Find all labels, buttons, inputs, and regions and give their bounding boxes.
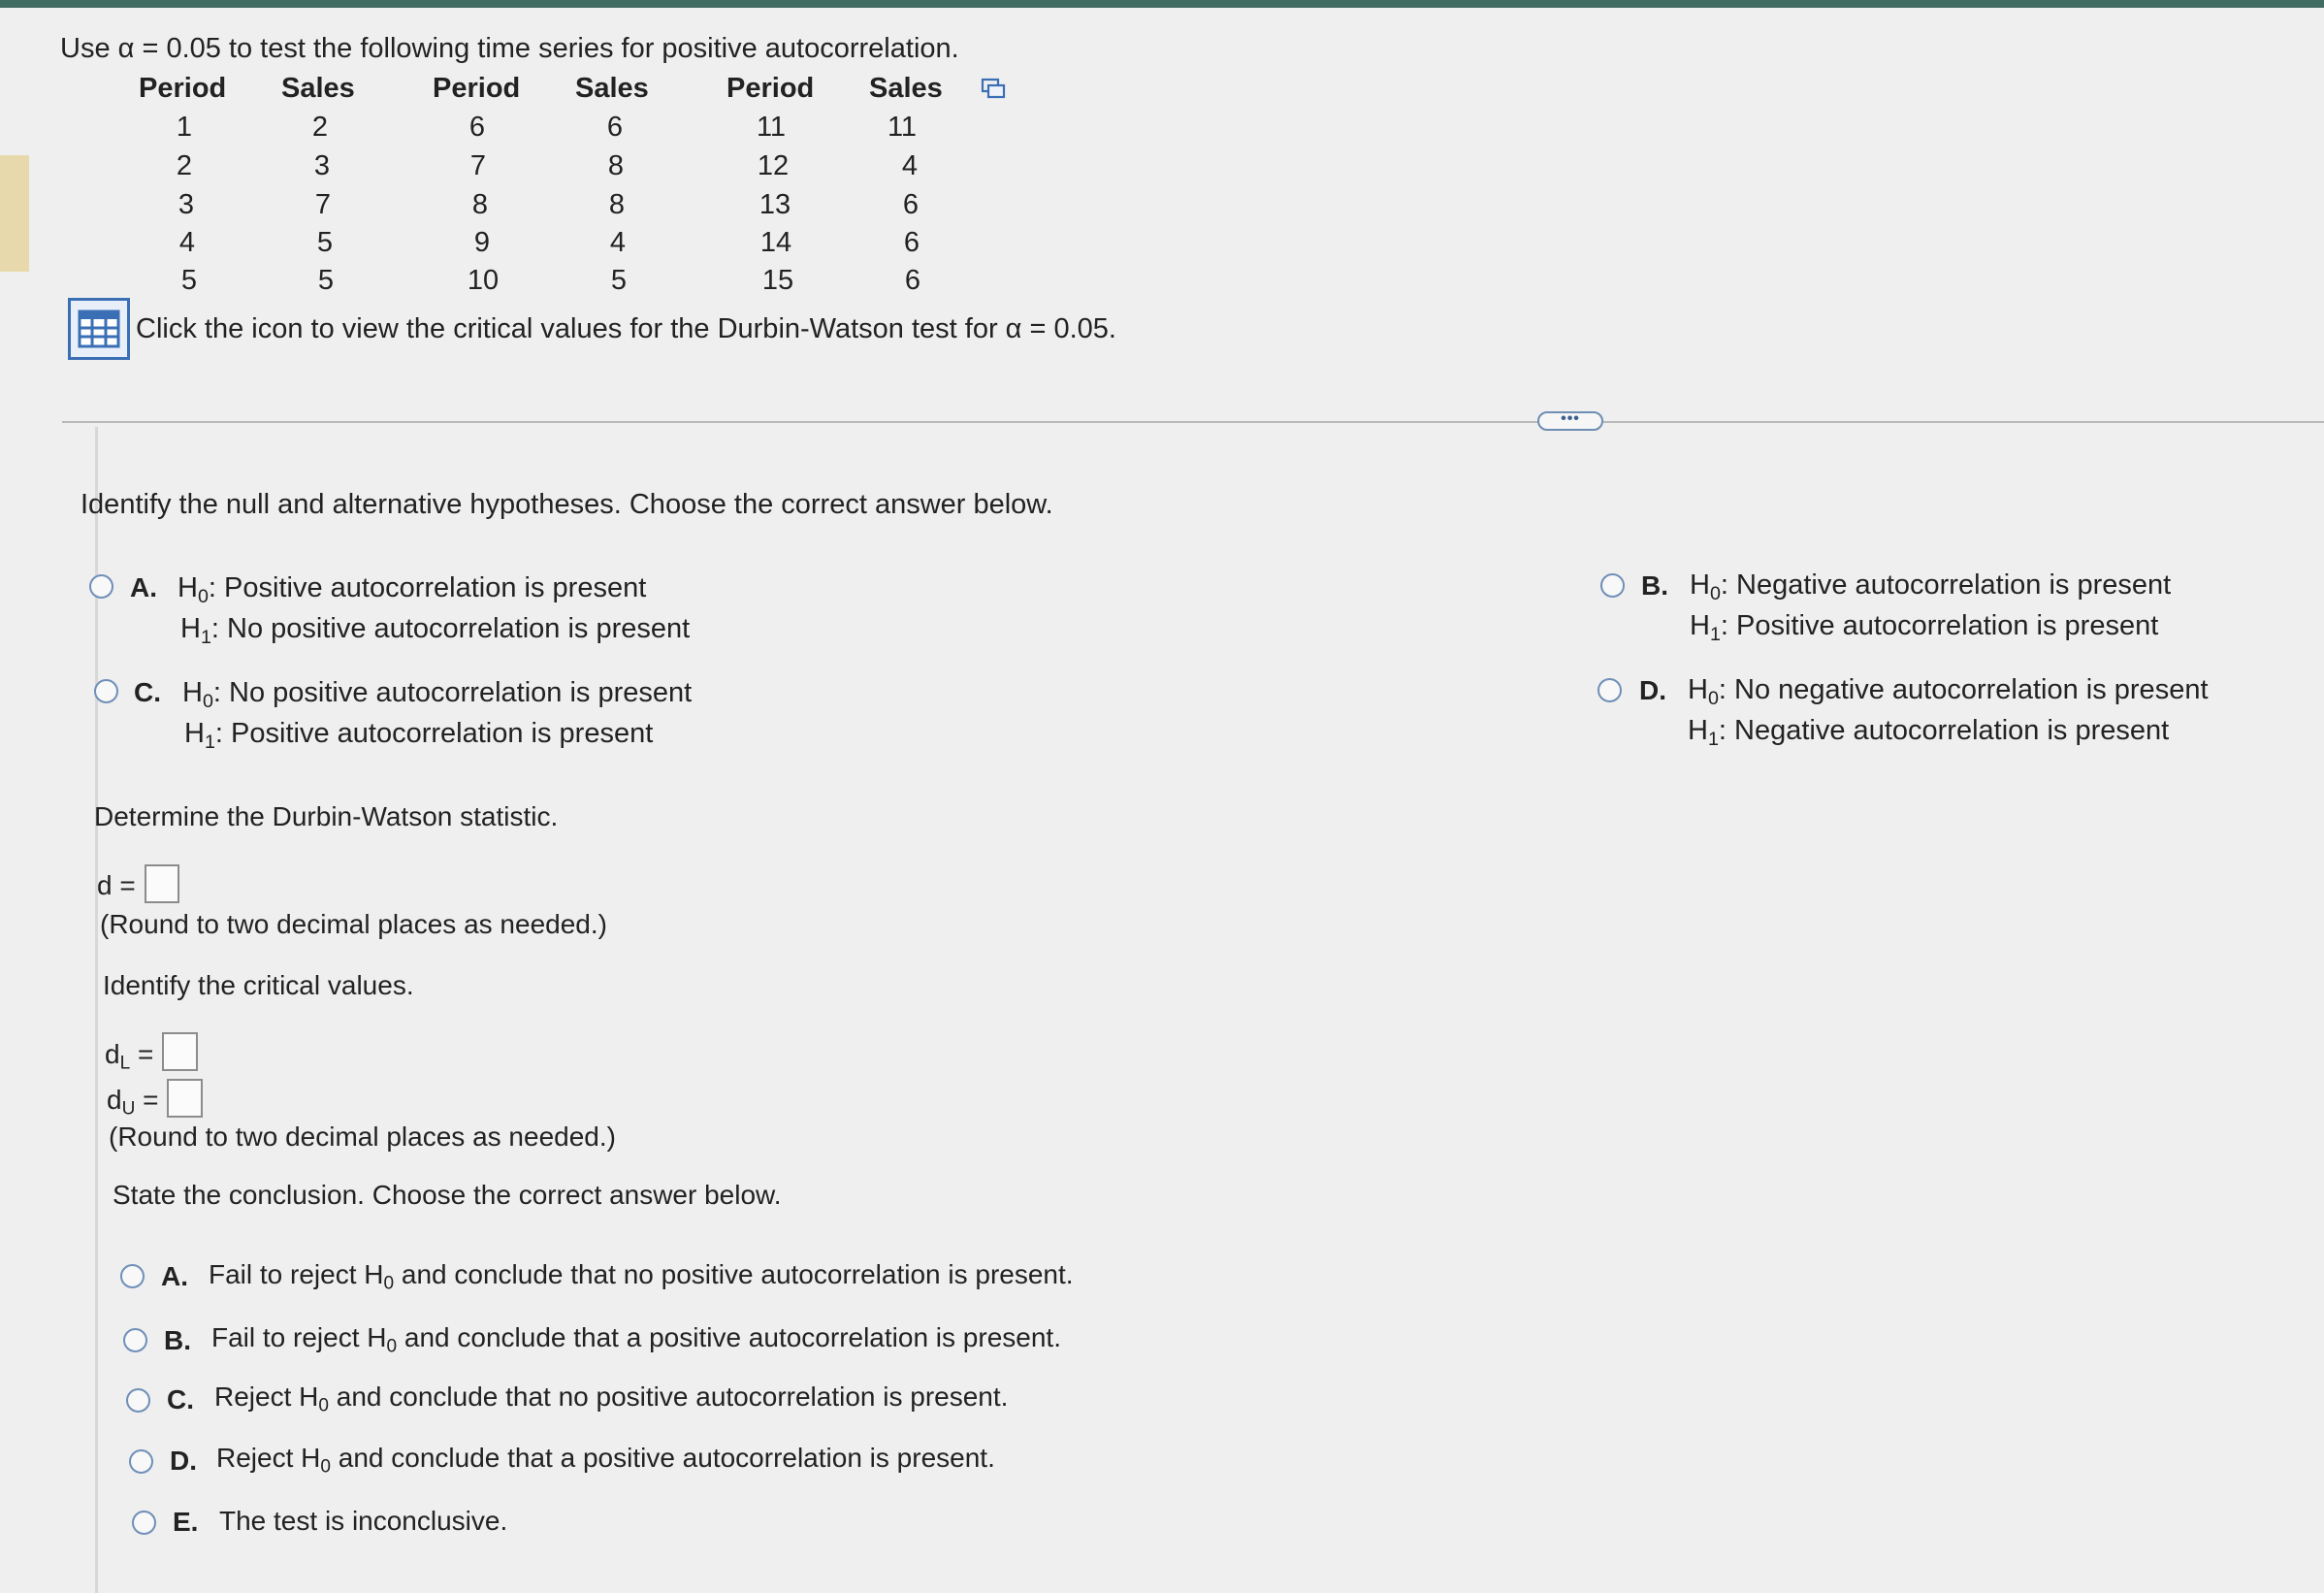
- option-text: Fail to reject $H_0$ and conclude that no positive autocorrelation is present.: [209, 1259, 1074, 1294]
- option-letter: D.: [1639, 675, 1666, 705]
- table-cell: 8: [607, 150, 625, 181]
- option-text: The test is inconclusive.: [219, 1506, 508, 1536]
- du-input[interactable]: [167, 1079, 203, 1118]
- table-cell: 6: [468, 112, 486, 143]
- option-text: Reject $H_0$ and conclude that no positive autocorrelation is present.: [214, 1382, 1009, 1416]
- round-note: (Round to two decimal places as needed.): [109, 1122, 616, 1152]
- table-cell: 5: [316, 227, 334, 258]
- table-cell: 4: [609, 227, 627, 258]
- radio-button[interactable]: [132, 1511, 156, 1535]
- conclusion-prompt: State the conclusion. Choose the correct answer below.: [113, 1180, 782, 1210]
- top-bar: [0, 0, 2324, 8]
- table-header-period-2: Period: [433, 73, 521, 104]
- table-cell: 6: [902, 189, 920, 220]
- h1-line: $H_1$: Positive autocorrelation is present: [1690, 610, 2159, 645]
- radio-button[interactable]: [123, 1328, 147, 1352]
- table-header-period-1: Period: [139, 73, 227, 104]
- table-header-sales-1: Sales: [281, 73, 355, 104]
- du-label: $d_U$ =: [107, 1085, 159, 1120]
- table-cell: 8: [471, 189, 489, 220]
- radio-button[interactable]: [89, 574, 113, 599]
- section-divider: [62, 421, 2324, 423]
- radio-button[interactable]: [126, 1388, 150, 1413]
- option-letter: B.: [1641, 570, 1668, 601]
- table-cell: 12: [757, 150, 790, 181]
- table-cell: 2: [311, 112, 329, 143]
- table-cell: 10: [467, 265, 500, 296]
- table-cell: 7: [469, 150, 487, 181]
- option-letter: C.: [167, 1384, 194, 1414]
- radio-button[interactable]: [129, 1449, 153, 1474]
- table-header-sales-2: Sales: [575, 73, 649, 104]
- h1-line: $H_1$: No positive autocorrelation is present: [180, 613, 691, 648]
- table-cell: 6: [904, 265, 921, 296]
- option-letter: A.: [161, 1261, 188, 1291]
- table-header-sales-3: Sales: [869, 73, 943, 104]
- dl-input[interactable]: [162, 1032, 198, 1071]
- more-button[interactable]: •••: [1537, 411, 1603, 431]
- table-cell: 11: [756, 112, 787, 143]
- d-input[interactable]: [145, 864, 179, 903]
- option-letter: E.: [173, 1507, 199, 1537]
- h0-line: $H_0$: No negative autocorrelation is present: [1688, 674, 2209, 709]
- table-grid-icon[interactable]: [68, 298, 130, 360]
- option-text: Reject $H_0$ and conclude that a positive autocorrelation is present.: [216, 1443, 995, 1478]
- table-cell: 3: [313, 150, 331, 181]
- table-cell: 14: [759, 227, 792, 258]
- h0-line: $H_0$: Positive autocorrelation is present: [178, 572, 647, 607]
- table-cell: 4: [901, 150, 919, 181]
- table-cell: 1: [176, 112, 193, 143]
- h1-line: $H_1$: Negative autocorrelation is present: [1688, 715, 2170, 750]
- table-header-period-3: Period: [726, 73, 815, 104]
- dl-label: $d_L$ =: [105, 1039, 154, 1074]
- table-cell: 6: [903, 227, 920, 258]
- option-letter: D.: [170, 1446, 197, 1476]
- h0-line: $H_0$: Negative autocorrelation is present: [1690, 569, 2172, 604]
- radio-button[interactable]: [94, 679, 118, 703]
- h1-line: $H_1$: Positive autocorrelation is present: [184, 718, 654, 753]
- option-letter: B.: [164, 1325, 191, 1355]
- copy-table-icon[interactable]: [981, 78, 1006, 104]
- problem-intro: Use α = 0.05 to test the following time series for positive autocorrelation.: [60, 33, 959, 64]
- d-label: d =: [97, 870, 136, 900]
- radio-button[interactable]: [120, 1264, 145, 1288]
- hypotheses-prompt: Identify the null and alternative hypotheses. Choose the correct answer below.: [81, 489, 1053, 520]
- critical-prompt: Identify the critical values.: [103, 970, 414, 1000]
- table-cell: 5: [180, 265, 198, 296]
- table-cell: 2: [176, 150, 193, 181]
- radio-button[interactable]: [1600, 573, 1625, 598]
- table-cell: 7: [314, 189, 332, 220]
- table-cell: 4: [178, 227, 196, 258]
- table-cell: 15: [761, 265, 794, 296]
- left-edge-strip: [0, 155, 29, 272]
- table-cell: 13: [759, 189, 791, 220]
- content-frame-edge: [95, 427, 98, 1593]
- round-note: (Round to two decimal places as needed.): [100, 909, 607, 939]
- option-text: Fail to reject $H_0$ and conclude that a positive autocorrelation is present.: [211, 1322, 1061, 1357]
- table-cell: 5: [317, 265, 335, 296]
- table-cell: 3: [178, 189, 195, 220]
- table-cell: 9: [473, 227, 491, 258]
- statistic-prompt: Determine the Durbin-Watson statistic.: [94, 801, 559, 831]
- table-cell: 6: [606, 112, 624, 143]
- h0-line: $H_0$: No positive autocorrelation is present: [182, 677, 693, 712]
- radio-button[interactable]: [1598, 678, 1622, 702]
- critical-values-link[interactable]: Click the icon to view the critical values for the Durbin-Watson test for α = 0.05.: [136, 313, 1116, 344]
- table-cell: 8: [608, 189, 626, 220]
- option-letter: C.: [134, 677, 161, 707]
- table-cell: 5: [610, 265, 628, 296]
- option-letter: A.: [130, 572, 157, 602]
- table-cell: 11: [887, 112, 918, 143]
